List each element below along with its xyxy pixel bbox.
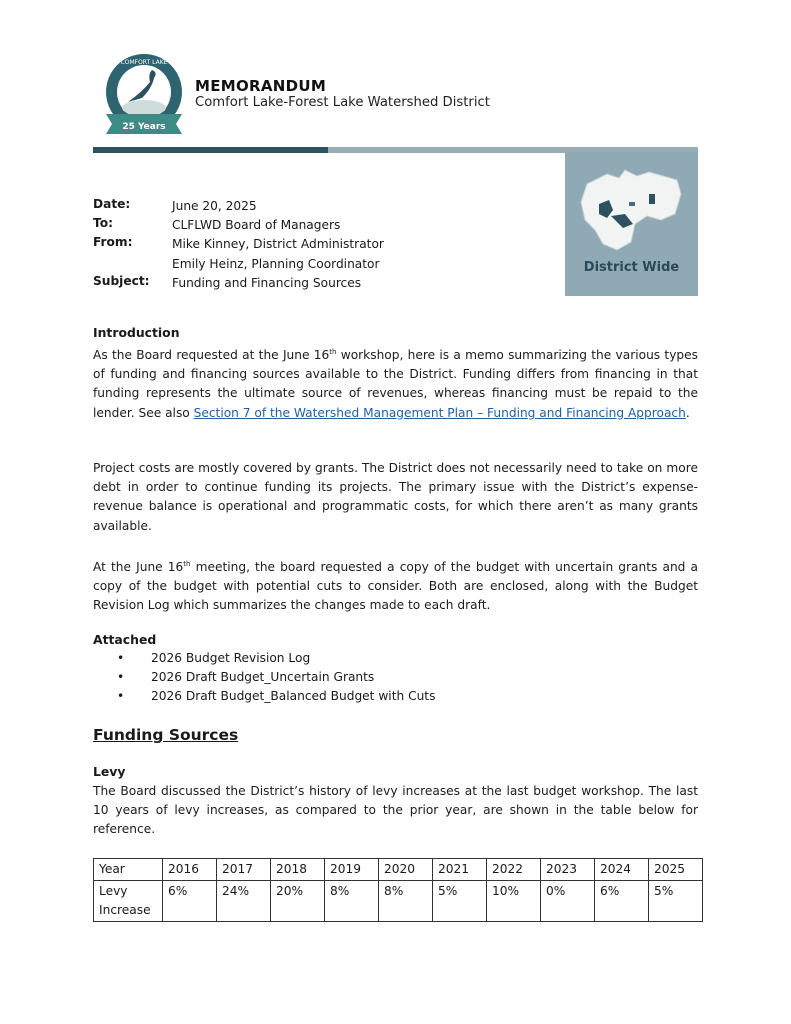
table-header-cell: Year bbox=[94, 859, 163, 881]
memo-title: MEMORANDUM bbox=[195, 77, 327, 95]
funding-sources-heading: Funding Sources bbox=[93, 726, 239, 744]
from-label: From: bbox=[93, 235, 133, 249]
bullet-icon: • bbox=[117, 670, 125, 685]
year-cell: 2017 bbox=[217, 859, 271, 881]
year-cell: 2023 bbox=[541, 859, 595, 881]
from-value-1: Mike Kinney, District Administrator bbox=[172, 237, 384, 251]
bullet-icon: • bbox=[117, 689, 125, 704]
svg-text:25 Years: 25 Years bbox=[122, 122, 166, 132]
increase-cell: 10% bbox=[487, 881, 541, 922]
year-cell: 2020 bbox=[379, 859, 433, 881]
organization-name: Comfort Lake-Forest Lake Watershed District bbox=[195, 95, 490, 110]
table-header-cell: Levy Increase bbox=[94, 881, 163, 922]
increase-cell: 5% bbox=[649, 881, 703, 922]
introduction-paragraph-3: At the June 16th meeting, the board requested a copy of the budget with uncertain grants and a copy of the budget with potential cuts to consider. Both are enclosed, along with the Budget Revision Log which summarizes the changes made to each draft. bbox=[93, 560, 698, 613]
introduction-heading: Introduction bbox=[93, 325, 180, 340]
district-map-icon bbox=[577, 164, 687, 254]
increase-cell: 8% bbox=[379, 881, 433, 922]
to-label: To: bbox=[93, 216, 113, 230]
attachment-item: • 2026 Draft Budget_Balanced Budget with Cuts bbox=[93, 687, 435, 706]
attachments-list bbox=[93, 649, 435, 707]
increase-cell: 5% bbox=[433, 881, 487, 922]
levy-paragraph: The Board discussed the District’s history of levy increases at the last budget workshop. The last 10 years of levy increases, as compared to the prior year, are shown in the table below for reference. bbox=[93, 784, 698, 837]
year-cell: 2018 bbox=[271, 859, 325, 881]
introduction-paragraph-2: Project costs are mostly covered by grants. The District does not necessarily need to take on more debt in order to continue funding its projects. The primary issue with the District’s expense-revenue balance is operational and programmatic costs, for which there aren’t as many grants available. bbox=[93, 461, 698, 533]
svg-text:COMFORT LAKE: COMFORT LAKE bbox=[120, 59, 168, 66]
attachment-item: • 2026 Budget Revision Log bbox=[93, 649, 435, 668]
attached-heading: Attached bbox=[93, 632, 157, 647]
levy-heading: Levy bbox=[93, 764, 126, 779]
levy-increase-table bbox=[93, 858, 703, 922]
district-logo bbox=[98, 52, 190, 140]
date-value: June 20, 2025 bbox=[172, 199, 257, 213]
header-divider-dark bbox=[93, 147, 328, 153]
year-cell: 2025 bbox=[649, 859, 703, 881]
increase-cell: 0% bbox=[541, 881, 595, 922]
increase-cell: 20% bbox=[271, 881, 325, 922]
introduction-paragraph-1: As the Board requested at the June 16th workshop, here is a memo summarizing the various types of funding and financing sources available to the District. Funding differs from financing in that funding represents the ultimate source of revenues, whereas financing must be repaid to the lender. See also Section 7 of the Watershed Management Plan – Funding and Financing Approach. bbox=[93, 348, 698, 420]
increase-cell: 24% bbox=[217, 881, 271, 922]
to-value: CLFLWD Board of Managers bbox=[172, 218, 341, 232]
table-row-increases bbox=[94, 881, 703, 922]
attachment-item: • 2026 Draft Budget_Uncertain Grants bbox=[93, 668, 435, 687]
increase-cell: 6% bbox=[595, 881, 649, 922]
year-cell: 2022 bbox=[487, 859, 541, 881]
district-wide-label: District Wide bbox=[583, 260, 680, 275]
year-cell: 2024 bbox=[595, 859, 649, 881]
date-label: Date: bbox=[93, 197, 131, 211]
subject-label: Subject: bbox=[93, 274, 150, 288]
table-row-years bbox=[94, 859, 703, 881]
heron-logo-icon bbox=[98, 52, 190, 140]
increase-cell: 6% bbox=[163, 881, 217, 922]
subject-value: Funding and Financing Sources bbox=[172, 276, 362, 290]
wmp-section-7-link[interactable]: Section 7 of the Watershed Management Plan – Funding and Financing Approach bbox=[193, 405, 686, 420]
year-cell: 2019 bbox=[325, 859, 379, 881]
increase-cell: 8% bbox=[325, 881, 379, 922]
district-wide-badge bbox=[565, 152, 698, 296]
year-cell: 2021 bbox=[433, 859, 487, 881]
year-cell: 2016 bbox=[163, 859, 217, 881]
bullet-icon: • bbox=[117, 651, 125, 665]
from-value-2: Emily Heinz, Planning Coordinator bbox=[172, 257, 380, 271]
